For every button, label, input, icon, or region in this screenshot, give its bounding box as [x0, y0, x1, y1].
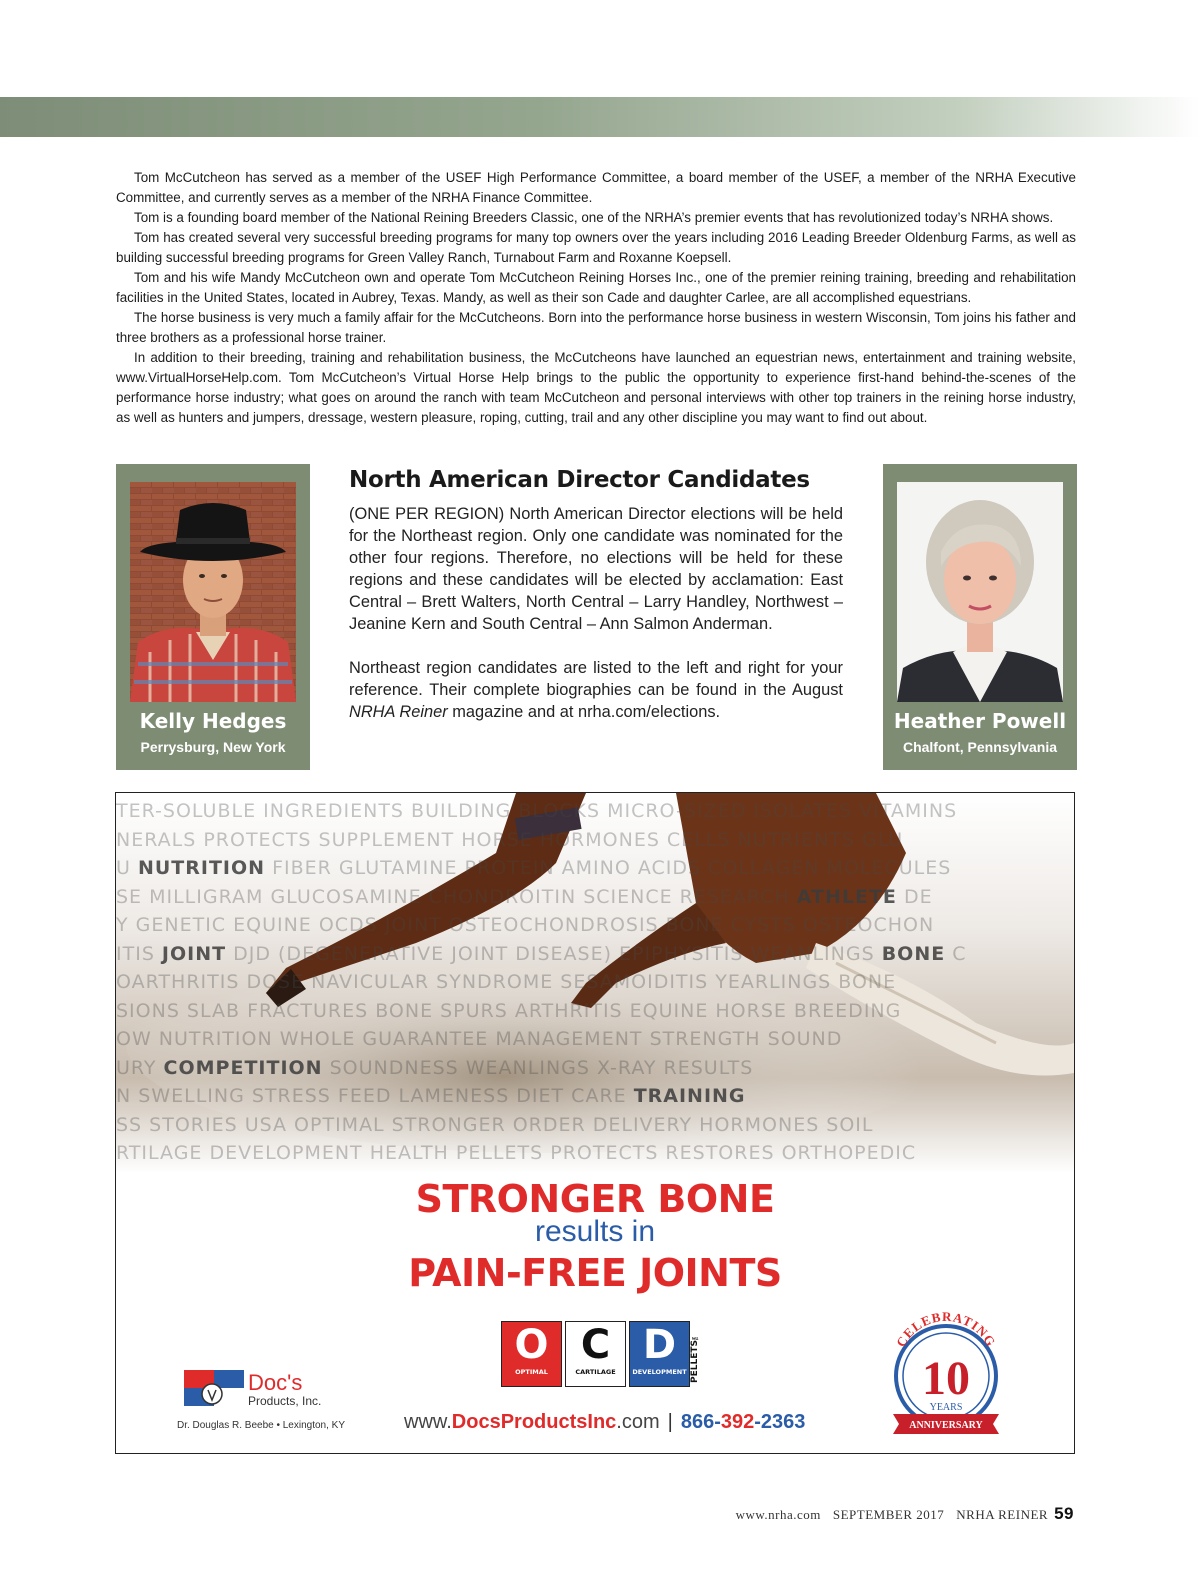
word-cloud-text: ITIS	[116, 942, 162, 965]
docs-products: Products, Inc.	[248, 1394, 322, 1408]
seal-anniversary: ANNIVERSARY	[909, 1420, 983, 1431]
phone-part: -2363	[754, 1411, 806, 1433]
candidate-name: Heather Powell	[893, 709, 1067, 733]
footer-site: www.nrha.com	[735, 1507, 821, 1522]
ocd-label: CARTILAGE	[575, 1368, 616, 1376]
word-cloud-row	[116, 1111, 1075, 1140]
ad-headline: PAIN-FREE JOINTS	[408, 1251, 782, 1295]
word-cloud-row	[116, 997, 1075, 1026]
article-paragraph: Tom has created several very successful breeding programs for many top owners over the years including 2016 Leading Breeder Oldenburg Farms, as well as building successful breeding programs for Green Valley Ranch, Turnabout Farm and Roxanne Koepsell.	[116, 230, 1076, 265]
candidate-card-right	[883, 464, 1077, 770]
word-cloud-highlight: BONE	[881, 942, 946, 965]
seal-years: YEARS	[929, 1402, 963, 1413]
ocd-letter: O	[514, 1322, 549, 1368]
article-paragraph: Tom is a founding board member of the National Reining Breeders Classic, one of the NRHA’s premier events that has revolutionized today’s NRHA shows.	[134, 210, 1054, 225]
article-body	[116, 168, 1076, 428]
word-cloud-text: TER-SOLUBLE INGREDIENTS BUILDING BLOCKS MICRO-SIZED ISOLATES VITAMINS	[116, 800, 958, 822]
word-cloud-text: SS STORIES USA OPTIMAL STRONGER ORDER DELIVERY HORMONES SOIL	[116, 1113, 874, 1136]
ad-headline: STRONGER BONE	[415, 1177, 775, 1221]
word-cloud-text: SE MILLIGRAM GLUCOSAMINE CHONDROITIN SCIENCE RESEARCH	[116, 885, 797, 908]
word-cloud-row	[116, 797, 1075, 826]
word-cloud-highlight: NUTRITION	[137, 857, 266, 879]
ocd-pellets-logo	[501, 1321, 693, 1387]
ocd-label: DEVELOPMENT	[632, 1368, 687, 1376]
ocd-letter: D	[642, 1322, 677, 1368]
word-cloud-row	[116, 968, 1075, 997]
page-footer	[736, 1504, 1074, 1524]
para2-text-b: magazine and at nrha.com/elections.	[447, 703, 721, 721]
anniversary-seal	[881, 1306, 1011, 1436]
word-cloud-highlight: TRAINING	[633, 1085, 746, 1107]
section-title: North American Director Candidates	[349, 467, 810, 493]
director-candidates-section	[349, 467, 843, 723]
candidate-photo-kelly-hedges	[130, 482, 296, 702]
article-paragraph: In addition to their breeding, training and rehabilitation business, the McCutcheons have launched an equestrian news, entertainment and training website, www.VirtualHorseHelp.com. Tom McCutcheon’s Virtual Horse Help brings to the public the opportunity to experience first-hand behind-the-scenes of the performance horse industry; what goes on around the ranch with team McCutcheon and personal interviews with other top trainers in the reining horse industry, as well as hunters and jumpers, dressage, western pleasure, roping, cutting, trail and any other discipline you may want to find out about.	[116, 350, 1076, 425]
header-band	[0, 97, 1200, 137]
ocd-label: OPTIMAL	[515, 1368, 548, 1376]
para2-text-a: Northeast region candidates are listed to the left and right for your reference. Their complete biographies can be found in the August	[349, 659, 843, 699]
word-cloud-text: SOUNDNESS WEANLINGS X-RAY RESULTS	[322, 1056, 754, 1079]
ad-subheadline: results in	[534, 1215, 656, 1248]
word-cloud-text: URY	[116, 1056, 164, 1079]
word-cloud-row	[116, 826, 1075, 855]
word-cloud-text: OW NUTRITION WHOLE GUARANTEE MANAGEMENT STRENGTH SOUND	[116, 1028, 843, 1050]
word-cloud-text: OARTHRITIS DOSE NAVICULAR SYNDROME SESAMOIDITIS YEARLINGS BONE	[116, 971, 897, 993]
word-cloud-row	[116, 1025, 1075, 1054]
word-cloud-row	[116, 854, 1075, 883]
word-cloud-highlight: JOINT	[161, 942, 227, 965]
word-cloud-text: FIBER GLUTAMINE PROTEIN AMINO ACIDS COLLAGEN MOLECULES	[265, 857, 952, 879]
pellets-label: PELLETS™	[690, 1330, 700, 1384]
docs-brand: Doc's	[248, 1370, 303, 1395]
separator: |	[667, 1411, 673, 1433]
article-paragraph: Tom and his wife Mandy McCutcheon own and operate Tom McCutcheon Reining Horses Inc., one of the premier reining training, breeding and rehabilitation facilities in the United States, located in Aubrey, Texas. Mandy, as well as their son Cade and daughter Carlee, are all accomplished equestrians.	[116, 270, 1076, 305]
phone-number	[681, 1411, 806, 1433]
word-cloud-text: NERALS PROTECTS SUPPLEMENT HORSE HORMONES CELLS NUTRIENTS GLU	[116, 828, 904, 851]
candidate-card-left	[116, 464, 310, 770]
url-brand: DocsProductsInc	[451, 1411, 617, 1433]
word-cloud-row	[116, 1082, 1075, 1111]
word-cloud-row	[116, 883, 1075, 912]
word-cloud-text: SIONS SLAB FRACTURES BONE SPURS ARTHRITIS EQUINE HORSE BREEDING	[116, 999, 902, 1022]
advertisement	[115, 792, 1075, 1454]
section-paragraph	[349, 657, 843, 723]
candidate-name: Kelly Hedges	[139, 709, 287, 733]
ad-contact	[404, 1411, 805, 1434]
ad-word-cloud	[116, 797, 1075, 1168]
phone-part: 392	[720, 1411, 755, 1433]
word-cloud-row	[116, 1054, 1075, 1083]
footer-magazine: NRHA REINER	[956, 1507, 1049, 1522]
word-cloud-row	[116, 1139, 1075, 1168]
word-cloud-row	[116, 911, 1075, 940]
word-cloud-text: RTILAGE DEVELOPMENT HEALTH PELLETS PROTECTS RESTORES ORTHOPEDIC	[116, 1142, 917, 1164]
word-cloud-text: U	[116, 857, 138, 879]
ocd-tile	[565, 1321, 626, 1387]
seal-number: 10	[922, 1352, 970, 1405]
seal-top-text: CELEBRATING	[892, 1308, 999, 1350]
article-paragraph: Tom McCutcheon has served as a member of the USEF High Performance Committee, a board member of the USEF, a member of the NRHA Executive Committee, and currently serves as a member of the NRHA Finance Committee.	[116, 170, 1076, 205]
url-suffix: .com	[616, 1411, 660, 1433]
word-cloud-text: N SWELLING STRESS FEED LAMENESS DIET CARE	[116, 1085, 634, 1107]
footer-date: SEPTEMBER 2017	[832, 1507, 945, 1522]
docs-owner: Dr. Douglas R. Beebe • Lexington, KY	[176, 1420, 346, 1431]
candidate-location: Chalfont, Pennsylvania	[902, 739, 1058, 755]
word-cloud-text: Y GENETIC EQUINE OCDS JOINT OSTEOCHONDROSIS BONE CYSTS OSTEOCHON	[116, 914, 935, 936]
word-cloud-highlight: ATHLETE	[796, 885, 897, 908]
magazine-title: NRHA Reiner	[349, 703, 448, 721]
word-cloud-text: C	[945, 942, 967, 965]
word-cloud-text: DE	[896, 885, 933, 908]
word-cloud-row	[116, 940, 1075, 969]
candidate-photo-heather-powell	[897, 482, 1063, 702]
word-cloud-text: DJD (DEGENERATIVE JOINT DISEASE) EPIPHYSITIS WEANLINGS	[226, 942, 882, 965]
ocd-letter: C	[580, 1322, 611, 1368]
article-paragraph: The horse business is very much a family affair for the McCutcheons. Born into the performance horse business in western Wisconsin, Tom joins his father and three brothers as a professional horse trainer.	[116, 310, 1076, 345]
page-number: 59	[1054, 1504, 1074, 1523]
ocd-tile	[501, 1321, 562, 1387]
url-prefix: www.	[404, 1411, 452, 1433]
section-paragraph: (ONE PER REGION) North American Director elections will be held for the Northeast region. Only one candidate was nominated for the other four regions. Therefore, no elections will be held for these regions and these candidates will be elected by acclamation: East Central – Brett Walters, North Central – Larry Handley, Northwest – Jeanine Kern and South Central – Ann Salmon Anderman.	[349, 505, 843, 633]
phone-part: 866-	[680, 1411, 721, 1433]
candidate-location: Perrysburg, New York	[140, 739, 286, 755]
ocd-tile	[629, 1321, 690, 1387]
word-cloud-highlight: COMPETITION	[163, 1056, 323, 1079]
